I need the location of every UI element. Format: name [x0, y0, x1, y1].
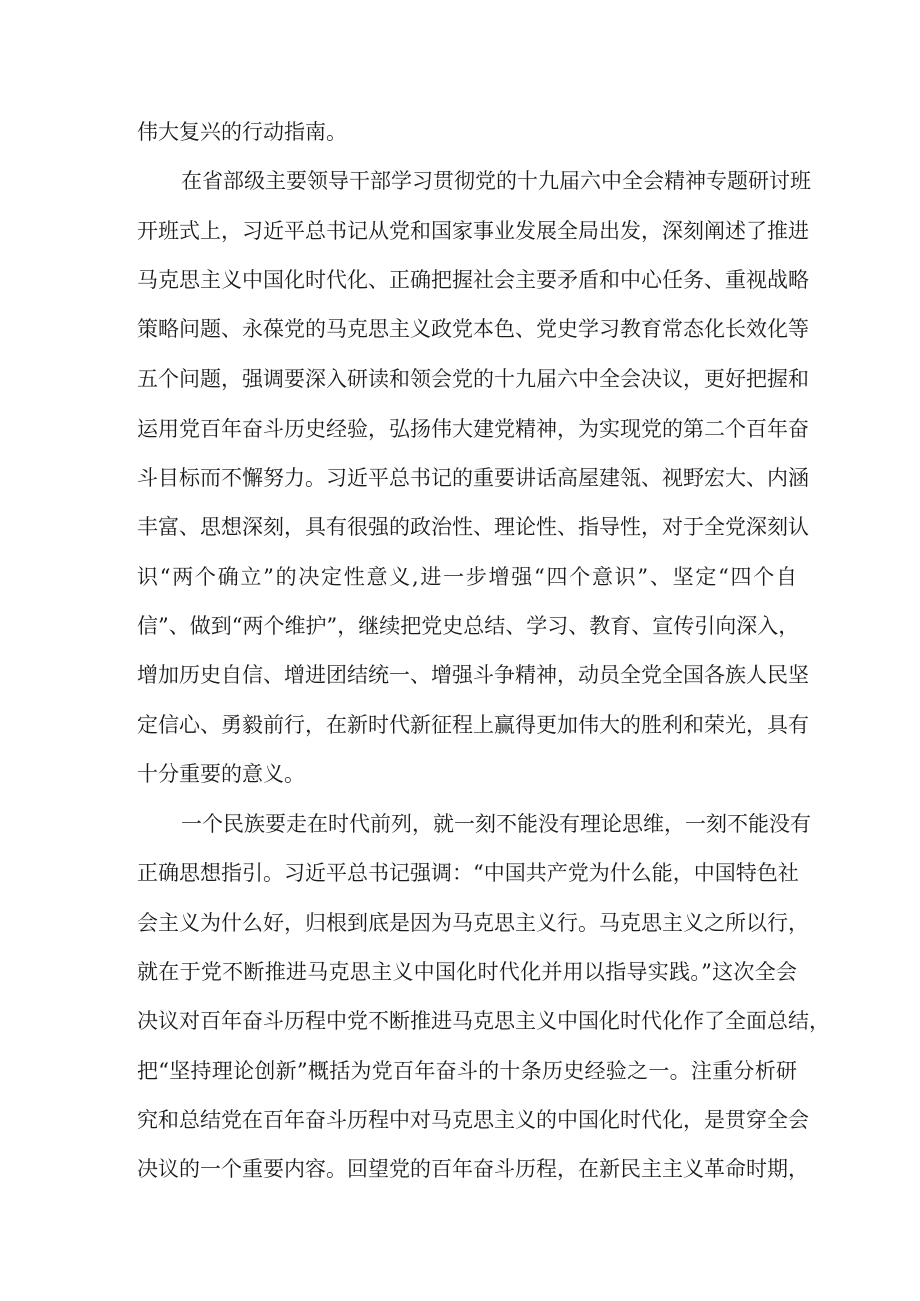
text-line: 开班式上，习近平总书记从党和国家事业发展全局出发，深刻阐述了推进: [137, 219, 809, 243]
text-line: 增加历史自信、增进团结统一、增强斗争精神，动员全党全国各族人民坚: [137, 663, 809, 687]
text-line: 马克思主义中国化时代化、正确把握社会主要矛盾和中心任务、重视战略: [137, 268, 809, 292]
text-line: 策略问题、永葆党的马克思主义政党本色、党史学习教育常态化长效化等: [137, 317, 809, 341]
text-line: 定信心、勇毅前行，在新时代新征程上赢得更加伟大的胜利和荣光，具有: [137, 713, 809, 737]
text-line: 会主义为什么好，归根到底是因为马克思主义行。马克思主义之所以行，: [137, 911, 809, 935]
text-line: 正确思想指引。习近平总书记强调：“中国共产党为什么能，中国特色社: [137, 861, 799, 885]
text-line: 伟大复兴的行动指南。: [137, 120, 347, 144]
text-line: 运用党百年奋斗历史经验，弘扬伟大建党精神，为实现党的第二个百年奋: [137, 417, 809, 441]
text-line: 丰富、思想深刻，具有很强的政治性、理论性、指导性，对于全党深刻认: [137, 515, 809, 539]
text-line: 把“坚持理论创新”概括为党百年奋斗的十条历史经验之一。注重分析研: [137, 1059, 797, 1083]
paragraph-first-line: 在省部级主要领导干部学习贯彻党的十九届六中全会精神专题研讨班: [181, 169, 811, 193]
text-line: 五个问题，强调要深入研读和领会党的十九届六中全会决议，更好把握和: [137, 367, 809, 391]
text-line: 决议的一个重要内容。回望党的百年奋斗历程，在新民主主义革命时期，: [137, 1157, 809, 1181]
text-line: 信”、做到“两个维护”，继续把党史总结、学习、教育、宣传引向深入，: [137, 614, 800, 638]
text-line: 识“两个确立”的决定性意义,进一步增强“四个意识”、坚定“四个自: [137, 565, 797, 589]
text-line: 决议对百年奋斗历程中党不断推进马克思主义中国化时代化作了全面总结，: [137, 1009, 830, 1033]
paragraph-first-line: 一个民族要走在时代前列，就一刻不能没有理论思维，一刻不能没有: [181, 812, 811, 836]
text-line: 究和总结党在百年奋斗历程中对马克思主义的中国化时代化，是贯穿全会: [137, 1108, 809, 1132]
text-line: 就在于党不断推进马克思主义中国化时代化并用以指导实践。”这次全会: [137, 960, 797, 984]
text-line: 十分重要的意义。: [137, 762, 305, 786]
text-line: 斗目标而不懈努力。习近平总书记的重要讲话高屋建瓴、视野宏大、内涵: [137, 466, 809, 490]
